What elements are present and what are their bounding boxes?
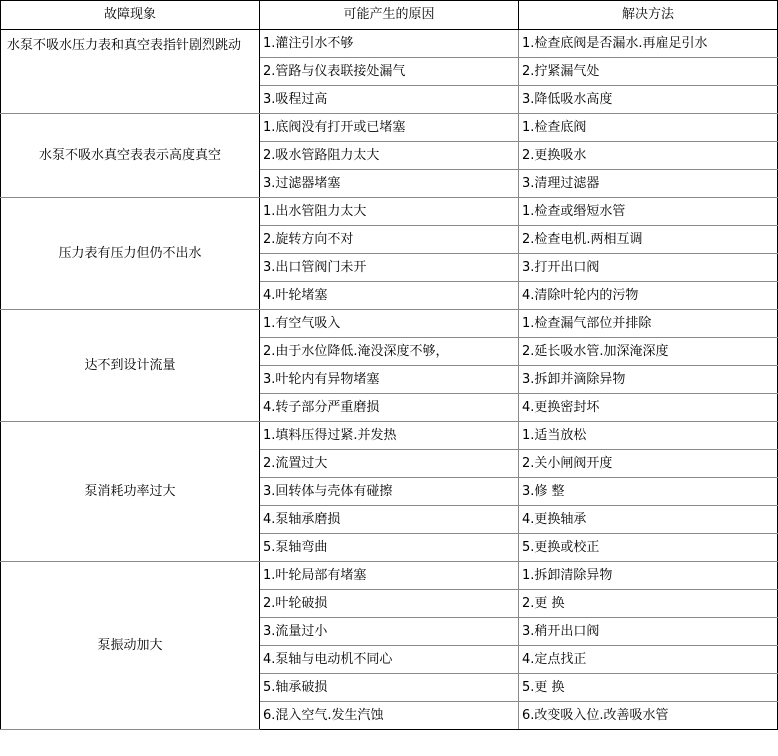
cause-cell: 5.轴承破损 bbox=[260, 674, 519, 702]
solution-cell: 3.拆卸并滴除异物 bbox=[519, 366, 778, 394]
solution-cell: 5.更 换 bbox=[519, 674, 778, 702]
solution-cell: 3.清理过滤器 bbox=[519, 170, 778, 198]
phenomenon-cell: 泵振动加大 bbox=[1, 562, 260, 730]
phenomenon-cell: 压力表有压力但仍不出水 bbox=[1, 198, 260, 310]
solution-cell: 4.更换密封坏 bbox=[519, 394, 778, 422]
cause-cell: 3.叶轮内有异物堵塞 bbox=[260, 366, 519, 394]
solution-cell: 2.更换吸水 bbox=[519, 142, 778, 170]
solution-cell: 1.适当放松 bbox=[519, 422, 778, 450]
table-row bbox=[1, 30, 778, 58]
table-row bbox=[1, 310, 778, 338]
solution-cell: 1.检查底阀是否漏水.再雇足引水 bbox=[519, 30, 778, 58]
cause-cell: 4.转子部分严重磨损 bbox=[260, 394, 519, 422]
solution-cell: 3.修 整 bbox=[519, 478, 778, 506]
cause-cell: 2.吸水管路阻力太大 bbox=[260, 142, 519, 170]
solution-cell: 5.更换或校正 bbox=[519, 534, 778, 562]
header-phenomenon: 故障现象 bbox=[1, 1, 260, 30]
cause-cell: 5.泵轴弯曲 bbox=[260, 534, 519, 562]
cause-cell: 1.底阀没有打开或已堵塞 bbox=[260, 114, 519, 142]
table-row bbox=[1, 562, 778, 590]
phenomenon-cell: 达不到设计流量 bbox=[1, 310, 260, 422]
cause-cell: 4.泵轴承磨损 bbox=[260, 506, 519, 534]
solution-cell: 1.检查底阀 bbox=[519, 114, 778, 142]
phenomenon-cell: 水泵不吸水压力表和真空表指针剧烈跳动 bbox=[1, 30, 260, 114]
header-cause: 可能产生的原因 bbox=[260, 1, 519, 30]
solution-cell: 4.清除叶轮内的污物 bbox=[519, 282, 778, 310]
solution-cell: 2.拧紧漏气处 bbox=[519, 58, 778, 86]
solution-cell: 2.关小闸阀开度 bbox=[519, 450, 778, 478]
cause-cell: 2.旋转方向不对 bbox=[260, 226, 519, 254]
cause-cell: 6.混入空气.发生汽蚀 bbox=[260, 702, 519, 730]
solution-cell: 3.降低吸水高度 bbox=[519, 86, 778, 114]
solution-cell: 3.打开出口阀 bbox=[519, 254, 778, 282]
cause-cell: 2.管路与仪表联接处漏气 bbox=[260, 58, 519, 86]
cause-cell: 1.有空气吸入 bbox=[260, 310, 519, 338]
solution-cell: 2.延长吸水管.加深淹深度 bbox=[519, 338, 778, 366]
solution-cell: 2.检查电机.两相互调 bbox=[519, 226, 778, 254]
header-row bbox=[1, 1, 778, 30]
solution-cell: 6.改变吸入位.改善吸水管 bbox=[519, 702, 778, 730]
table-row bbox=[1, 114, 778, 142]
cause-cell: 1.出水管阻力太大 bbox=[260, 198, 519, 226]
cause-cell: 4.泵轴与电动机不同心 bbox=[260, 646, 519, 674]
cause-cell: 4.叶轮堵塞 bbox=[260, 282, 519, 310]
solution-cell: 3.稍开出口阀 bbox=[519, 618, 778, 646]
cause-cell: 3.过滤器堵塞 bbox=[260, 170, 519, 198]
cause-cell: 1.灌注引水不够 bbox=[260, 30, 519, 58]
table-body bbox=[1, 30, 778, 730]
table-row bbox=[1, 198, 778, 226]
cause-cell: 1.叶轮局部有堵塞 bbox=[260, 562, 519, 590]
phenomenon-cell: 水泵不吸水真空表表示高度真空 bbox=[1, 114, 260, 198]
solution-cell: 1.拆卸清除异物 bbox=[519, 562, 778, 590]
cause-cell: 3.出口管阀门未开 bbox=[260, 254, 519, 282]
solution-cell: 1.检查或缗短水管 bbox=[519, 198, 778, 226]
solution-cell: 4.定点找正 bbox=[519, 646, 778, 674]
solution-cell: 1.检查漏气部位并排除 bbox=[519, 310, 778, 338]
cause-cell: 3.流量过小 bbox=[260, 618, 519, 646]
cause-cell: 3.回转体与壳体有碰擦 bbox=[260, 478, 519, 506]
cause-cell: 2.流置过大 bbox=[260, 450, 519, 478]
solution-cell: 4.更换轴承 bbox=[519, 506, 778, 534]
solution-cell: 2.更 换 bbox=[519, 590, 778, 618]
cause-cell: 2.由于水位降低.淹没深度不够， bbox=[260, 338, 519, 366]
header-solution: 解决方法 bbox=[519, 1, 778, 30]
cause-cell: 1.填料压得过紧.并发热 bbox=[260, 422, 519, 450]
table-row bbox=[1, 422, 778, 450]
cause-cell: 3.吸程过高 bbox=[260, 86, 519, 114]
cause-cell: 2.叶轮破损 bbox=[260, 590, 519, 618]
phenomenon-cell: 泵消耗功率过大 bbox=[1, 422, 260, 562]
